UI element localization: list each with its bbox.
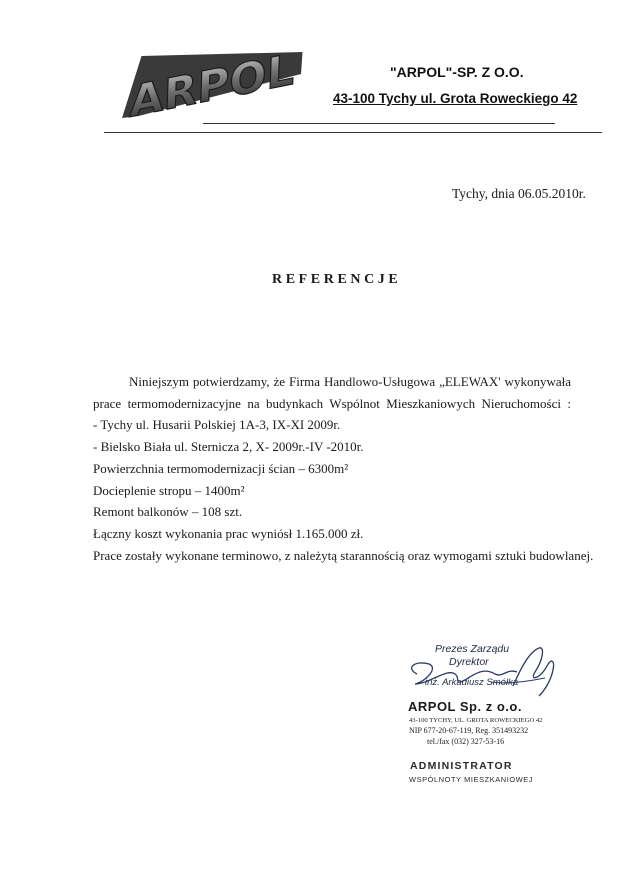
stamp-nip-regon: NIP 677-20-67-119, Reg. 351493232 (409, 726, 529, 735)
body-line: - Bielsko Biała ul. Sternicza 2, X- 2009r.-IV -2010r. (93, 439, 364, 455)
company-name: "ARPOL"-SP. Z O.O. (390, 64, 524, 80)
header-divider (104, 132, 602, 133)
body-line: Remont balkonów – 108 szt. (93, 504, 243, 520)
handwritten-signature (395, 638, 570, 700)
body-line: Docieplenie stropu – 1400m² (93, 482, 245, 498)
community-label: WSPÓLNOTY MIESZKANIOWEJ (409, 775, 534, 784)
stamp-address: 43-100 TYCHY, UL. GROTA ROWECKIEGO 42 (409, 717, 543, 724)
stamp-role: Prezes Zarządu (435, 643, 510, 655)
place-date: Tychy, dnia 06.05.2010r. (452, 186, 586, 201)
administrator-label: ADMINISTRATOR (410, 760, 513, 772)
company-address: 43-100 Tychy ul. Grota Roweckiego 42 (333, 91, 578, 106)
svg-text:ARPOL: ARPOL (128, 43, 302, 128)
document-title: REFERENCJE (272, 272, 402, 287)
body-line: Łączny koszt wykonania prac wyniósł 1.165.000 zł. (93, 525, 364, 541)
body-line: - Tychy ul. Husarii Polskiej 1A-3, IX-XI 2009r. (93, 417, 341, 433)
company-stamp (395, 638, 570, 798)
stamp-brand: ARPOL Sp. z o.o. (408, 699, 522, 714)
body-line: Prace zostały wykonane terminowo, z należytą starannością oraz wymogami sztuki budowlanej. (93, 547, 594, 563)
body-line: Powierzchnia termomodernizacji ścian – 6300m² (93, 460, 349, 476)
stamp-person: inż. Arkadiusz Smółka (425, 677, 519, 688)
letter-body (93, 371, 594, 566)
header-divider (203, 123, 555, 124)
stamp-role: Dyrektor (449, 656, 489, 668)
intro-paragraph: Niniejszym potwierdzamy, że Firma Handlowo-Usługowa „ELEWAX' wykonywała prace termomodernizacyjne na budynkach Wspólnot Mieszkaniowych Nieruchomości : (93, 374, 571, 411)
arpol-logo (122, 42, 304, 128)
stamp-tel-fax: tel./fax (032) 327-53-16 (427, 737, 505, 746)
